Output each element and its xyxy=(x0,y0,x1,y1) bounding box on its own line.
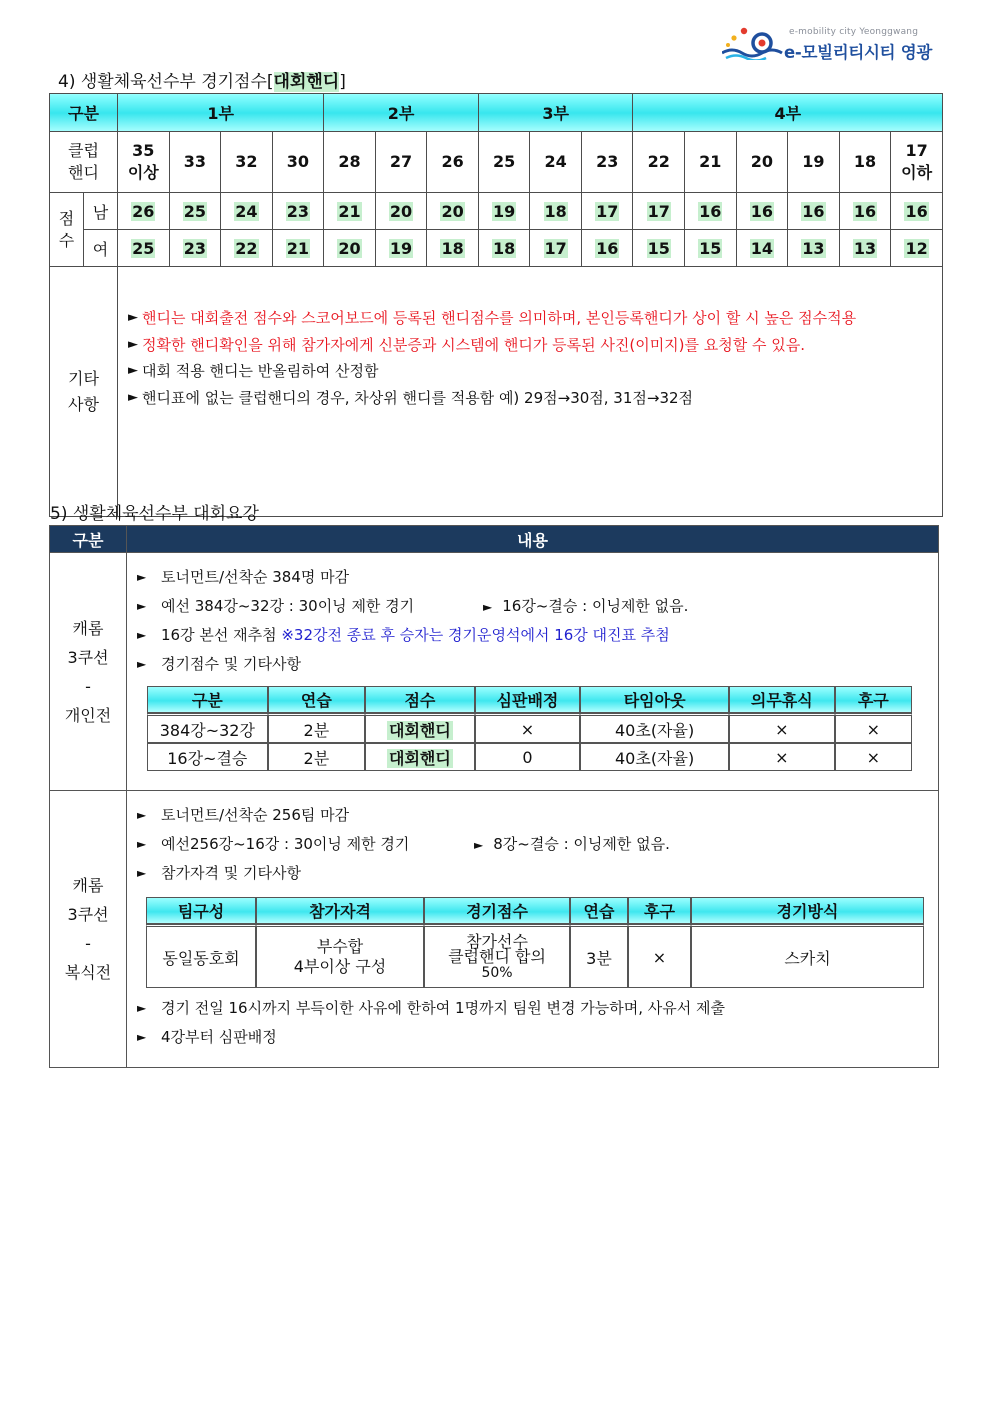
group-1: 1부 xyxy=(118,94,324,132)
individual-detail-header: 구분 연습 점수 심판배정 타임아웃 의무휴식 후구 xyxy=(147,686,912,713)
arrow-icon: ► xyxy=(137,570,147,584)
arrow-icon: ► xyxy=(137,866,147,880)
female-score-cell: 18 xyxy=(427,230,479,267)
guide-header-label: 구분 xyxy=(50,526,127,553)
female-score-cell: 22 xyxy=(221,230,273,267)
table-row: 동일동호회 부수합 4부이상 구성 참가선수 클럽핸디 합의 50% 3분 × 스카치 xyxy=(146,924,924,988)
male-score-cell: 16 xyxy=(736,193,788,230)
club-handicap-cell: 32 xyxy=(221,132,273,193)
female-score-cell: 25 xyxy=(118,230,170,267)
male-score-cell: 17 xyxy=(633,193,685,230)
group-4: 4부 xyxy=(633,94,943,132)
arrow-icon: ► xyxy=(137,599,147,613)
female-score-cell: 17 xyxy=(530,230,582,267)
arrow-icon: ► xyxy=(474,838,484,852)
individual-detail-table xyxy=(147,686,912,771)
note-item: ► 대회 적용 핸디는 반올림하여 산정함 xyxy=(128,358,934,385)
male-score-cell: 16 xyxy=(891,193,943,230)
club-handicap-cell: 18 xyxy=(839,132,891,193)
arrow-icon: ► xyxy=(137,837,147,851)
section-5-title: 5) 생활체육선수부 대회요강 xyxy=(50,504,259,524)
arrow-icon: ► xyxy=(483,600,493,614)
female-score-cell: 15 xyxy=(633,230,685,267)
arrow-icon: ► xyxy=(128,389,139,405)
female-score-cell: 13 xyxy=(839,230,891,267)
club-handicap-cell: 21 xyxy=(685,132,737,193)
club-handicap-cell: 24 xyxy=(530,132,582,193)
group-2: 2부 xyxy=(324,94,479,132)
individual-row xyxy=(50,553,939,791)
male-score-cell: 26 xyxy=(118,193,170,230)
club-handicap-cell: 35 이상 xyxy=(118,132,170,193)
club-handicap-cell: 19 xyxy=(788,132,840,193)
logo-name: e-모빌리티시티 영광 xyxy=(784,43,932,62)
guide-header-row xyxy=(50,526,939,553)
club-handicap-cell: 28 xyxy=(324,132,376,193)
note-item: ► 정확한 핸디확인을 위해 참가자에게 신분증과 시스템에 핸디가 등록된 사진(이미지)를 요청할 수 있음. xyxy=(128,332,934,359)
arrow-icon: ► xyxy=(128,336,139,352)
female-score-cell: 12 xyxy=(891,230,943,267)
doubles-detail-table xyxy=(146,897,924,988)
list-item: ► 경기점수 및 기타사항 xyxy=(137,650,938,679)
arrow-icon: ► xyxy=(137,628,147,642)
male-score-cell: 16 xyxy=(685,193,737,230)
female-score-cell: 16 xyxy=(581,230,633,267)
arrow-icon: ► xyxy=(137,808,147,822)
handicap-header-row xyxy=(50,94,943,132)
table-row: 16강~결승 2분 대회핸디 0 40초(자율) × × xyxy=(147,743,912,771)
male-score-cell: 24 xyxy=(221,193,273,230)
female-score-cell: 14 xyxy=(736,230,788,267)
list-item: ► 토너먼트/선착순 384명 마감 xyxy=(137,563,938,592)
section-4-title-prefix: 4) 생활체육선수부 경기점수[ xyxy=(58,72,274,92)
arrow-icon: ► xyxy=(137,1030,147,1044)
male-score-cell: 20 xyxy=(427,193,479,230)
note-item: ► 핸디표에 없는 클럽핸디의 경우, 차상위 핸디를 적용함 예) 29점→30점, 31점→32점 xyxy=(128,385,934,412)
list-item: ► 경기 전일 16시까지 부득이한 사유에 한하여 1명까지 팀원 변경 가능하며, 사유서 제출 xyxy=(137,994,938,1023)
doubles-content xyxy=(127,791,939,1068)
list-item: ► 예선256강~16강 : 30이닝 제한 경기 ► 8강~결승 : 이닝제한 없음. xyxy=(137,830,938,859)
doubles-label: 캐롬 3쿠션 - 복식전 xyxy=(50,791,127,1068)
list-item: ► 예선 384강~32강 : 30이닝 제한 경기 ► 16강~결승 : 이닝제한 없음. xyxy=(137,592,938,621)
note-item: ► 핸디는 대회출전 점수와 스코어보드에 등록된 핸디점수를 의미하며, 본인등록핸디가 상이 할 시 높은 점수적용 xyxy=(128,305,934,332)
logo-tagline: e-mobility city Yeonggwang xyxy=(789,27,919,37)
female-label: 여 xyxy=(84,230,118,267)
club-handicap-cell: 27 xyxy=(375,132,427,193)
section-4-title-highlight: 대회핸디 xyxy=(273,72,340,92)
list-item: ► 참가자격 및 기타사항 xyxy=(137,859,938,888)
male-score-cell: 16 xyxy=(839,193,891,230)
female-score-row xyxy=(50,230,943,267)
club-handicap-cell: 26 xyxy=(427,132,479,193)
arrow-icon: ► xyxy=(128,363,139,378)
club-handicap-row xyxy=(50,132,943,193)
club-handicap-cell: 30 xyxy=(272,132,324,193)
club-handicap-cell: 33 xyxy=(169,132,221,193)
club-handicap-cell: 22 xyxy=(633,132,685,193)
club-handicap-cell: 20 xyxy=(736,132,788,193)
male-score-cell: 19 xyxy=(478,193,530,230)
male-score-cell: 16 xyxy=(788,193,840,230)
male-score-row xyxy=(50,193,943,230)
list-item: ► 토너먼트/선착순 256팀 마감 xyxy=(137,801,938,830)
club-handicap-cell: 17 이하 xyxy=(891,132,943,193)
male-score-cell: 23 xyxy=(272,193,324,230)
group-3: 3부 xyxy=(478,94,633,132)
female-score-cell: 21 xyxy=(272,230,324,267)
list-item: ► 16강 본선 재추첨 ※32강전 종료 후 승자는 경기운영석에서 16강 대진표 추첨 xyxy=(137,621,938,650)
tournament-guide-table xyxy=(49,525,939,1068)
arrow-icon: ► xyxy=(137,1001,147,1015)
individual-label: 캐롬 3쿠션 - 개인전 xyxy=(50,553,127,791)
male-score-cell: 17 xyxy=(581,193,633,230)
female-score-cell: 18 xyxy=(478,230,530,267)
guide-header-content: 내용 xyxy=(127,526,939,553)
etc-label: 기타 사항 xyxy=(50,267,118,517)
doubles-detail-header: 팀구성 참가자격 경기점수 연습 후구 경기방식 xyxy=(146,897,924,924)
etc-row xyxy=(50,267,943,517)
section-4-title xyxy=(58,67,346,92)
female-score-cell: 15 xyxy=(685,230,737,267)
male-score-cell: 25 xyxy=(169,193,221,230)
club-handicap-label: 클럽 핸디 xyxy=(50,132,118,193)
male-label: 남 xyxy=(84,193,118,230)
table-row: 384강~32강 2분 대회핸디 × 40초(자율) × × xyxy=(147,713,912,743)
handicap-score-table xyxy=(49,93,943,517)
club-handicap-cell: 25 xyxy=(478,132,530,193)
logo xyxy=(722,24,948,64)
club-handicap-cell: 23 xyxy=(581,132,633,193)
male-score-cell: 18 xyxy=(530,193,582,230)
male-score-cell: 20 xyxy=(375,193,427,230)
individual-content xyxy=(127,553,939,791)
arrow-icon: ► xyxy=(128,310,139,325)
section-4-title-suffix: ] xyxy=(339,72,346,92)
score-label: 점 수 xyxy=(50,193,84,267)
male-score-cell: 21 xyxy=(324,193,376,230)
female-score-cell: 23 xyxy=(169,230,221,267)
female-score-cell: 13 xyxy=(788,230,840,267)
doubles-row xyxy=(50,791,939,1068)
yeonggwang-logo-icon xyxy=(722,26,784,60)
etc-notes xyxy=(118,267,943,517)
header-label: 구분 xyxy=(50,94,118,132)
list-item: ► 4강부터 심판배정 xyxy=(137,1023,938,1052)
female-score-cell: 19 xyxy=(375,230,427,267)
female-score-cell: 20 xyxy=(324,230,376,267)
arrow-icon: ► xyxy=(137,657,147,671)
